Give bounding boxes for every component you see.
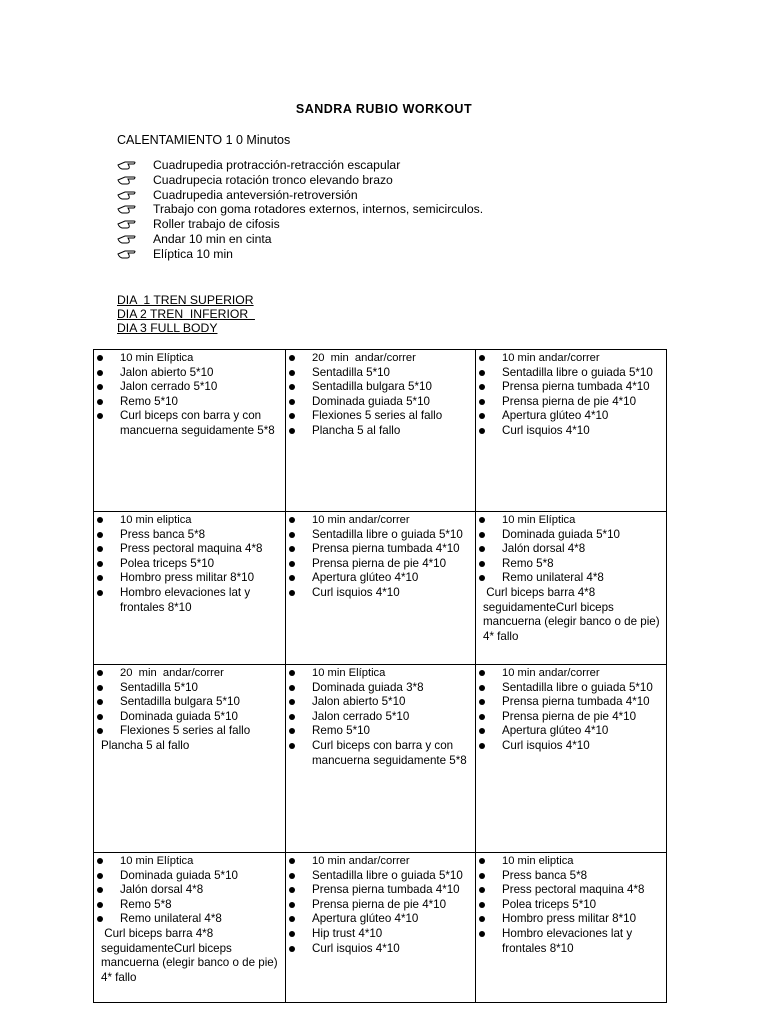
bullet-icon [97,873,103,879]
exercise-label: Jalon cerrado 5*10 [120,380,218,394]
workout-cell [286,665,476,853]
bullet-icon [289,699,295,705]
bullet-icon [289,370,295,376]
bullet-icon [479,517,485,523]
exercise-item [286,528,475,543]
exercise-item [94,351,285,366]
bullet-icon [479,887,485,893]
pointing-hand-icon [117,189,137,201]
bullet-icon [97,561,103,567]
workout-cell [286,512,476,665]
exercise-label: Apertura glúteo 4*10 [502,409,609,423]
workout-cell [94,512,286,665]
exercise-label: Jalon abierto 5*10 [312,695,406,709]
warmup-item [117,188,483,203]
document-title: SANDRA RUBIO WORKOUT [295,102,473,116]
exercise-item [286,366,475,381]
bullet-icon [479,413,485,419]
exercise-item [286,710,475,725]
exercise-label: Jalón dorsal 4*8 [502,542,586,556]
workout-table [93,349,667,1003]
warmup-item [117,232,483,247]
bullet-icon [289,546,295,552]
warmup-item-label: Cuadrupedia protracción-retracción escapular [153,158,401,172]
pointing-hand-icon [117,248,137,260]
bullet-icon [479,699,485,705]
exercise-item [286,681,475,696]
bullet-icon [289,743,295,749]
bullet-icon [479,428,485,434]
exercise-label: 10 min andar/correr [312,514,410,526]
workout-cell [94,350,286,512]
exercise-item [476,695,666,710]
exercise-label: Prensa pierna tumbada 4*10 [312,542,460,556]
exercise-item [476,898,666,913]
exercise-item [94,557,285,572]
exercise-label: Prensa pierna de pie 4*10 [502,709,637,723]
bullet-icon [479,902,485,908]
exercise-item [286,395,475,410]
exercise-label: Hombro elevaciones lat y frontales 8*10 [502,926,636,955]
exercise-label: 10 min Elíptica [120,855,194,867]
day-2-heading: DIA 2 TREN INFERIOR [117,307,255,321]
exercise-label: Jalon cerrado 5*10 [312,709,410,723]
exercise-label: Press pectoral maquina 4*8 [120,542,263,556]
bullet-icon [97,728,103,734]
bullet-icon [289,887,295,893]
exercise-item [286,571,475,586]
bullet-icon [479,546,485,552]
workout-cell [476,853,666,1002]
bullet-icon [289,517,295,523]
exercise-label: Press banca 5*8 [120,527,206,541]
bullet-icon [289,931,295,937]
bullet-icon [479,370,485,376]
bullet-icon [97,714,103,720]
exercise-item [476,869,666,884]
bullet-icon [479,743,485,749]
exercise-item [476,395,666,410]
exercise-label: Curl isquios 4*10 [502,423,590,437]
bullet-icon [97,590,103,596]
exercise-item [286,695,475,710]
exercise-label: Prensa pierna tumbada 4*10 [502,380,650,394]
exercise-label: Prensa pierna de pie 4*10 [312,556,447,570]
bullet-icon [97,858,103,864]
exercise-label: Sentadilla 5*10 [120,680,198,694]
exercise-label: 10 min eliptica [502,855,574,867]
bullet-icon [289,916,295,922]
exercise-item [286,557,475,572]
bullet-icon [289,858,295,864]
bullet-icon [289,670,295,676]
bullet-icon [289,413,295,419]
exercise-label: Curl isquios 4*10 [312,941,400,955]
bullet-icon [97,517,103,523]
bullet-icon [479,670,485,676]
exercise-item [476,409,666,424]
exercise-note: Curl biceps barra 4*8 seguidamenteCurl biceps mancuerna (elegir banco o de pie) 4* fallo [483,585,663,643]
exercise-label: Remo 5*8 [502,556,554,570]
exercise-item [94,666,285,681]
exercise-label: 20 min andar/correr [312,352,416,364]
exercise-item [476,351,666,366]
exercise-label: Curl biceps con barra y con mancuerna seguidamente 5*8 [312,738,467,767]
workout-cell [94,853,286,1002]
exercise-label: 10 min andar/correr [502,352,600,364]
warmup-item-label: Elíptica 10 min [153,246,233,261]
exercise-label: Sentadilla libre o guiada 5*10 [312,527,463,541]
exercise-item [94,395,285,410]
exercise-item [476,927,666,956]
bullet-icon [479,399,485,405]
exercise-label: Sentadilla 5*10 [312,365,390,379]
exercise-item [94,898,285,913]
exercise-item [94,513,285,528]
exercise-label: Press pectoral maquina 4*8 [502,883,645,897]
workout-cell [476,512,666,665]
exercise-label: 20 min andar/correr [120,667,224,679]
bullet-icon [479,685,485,691]
exercise-item [94,366,285,381]
bullet-icon [479,561,485,567]
day-1-heading: DIA 1 TREN SUPERIOR [117,293,254,307]
exercise-label: 10 min Elíptica [120,352,194,364]
exercise-item [476,710,666,725]
exercise-label: Prensa pierna tumbada 4*10 [502,695,650,709]
exercise-label: Polea triceps 5*10 [502,897,597,911]
exercise-label: Hombro press militar 8*10 [502,912,637,926]
exercise-item [94,724,285,739]
bullet-icon [289,355,295,361]
exercise-label: Dominada guiada 3*8 [312,680,424,694]
exercise-item [476,681,666,696]
exercise-label: Curl isquios 4*10 [312,585,400,599]
bullet-icon [289,946,295,952]
exercise-label: Remo unilateral 4*8 [502,571,604,585]
exercise-label: 10 min Elíptica [502,514,576,526]
exercise-label: 10 min andar/correr [312,855,410,867]
exercise-label: Polea triceps 5*10 [120,556,215,570]
exercise-label: Apertura glúteo 4*10 [502,724,609,738]
exercise-label: Prensa pierna tumbada 4*10 [312,883,460,897]
bullet-icon [289,714,295,720]
pointing-hand-icon [117,159,137,171]
pointing-hand-icon [117,203,137,215]
bullet-icon [97,916,103,922]
bullet-icon [479,931,485,937]
exercise-label: Hombro press militar 8*10 [120,571,255,585]
exercise-item [286,351,475,366]
exercise-item [476,542,666,557]
exercise-label: Remo 5*10 [312,724,371,738]
day-list [117,293,255,335]
exercise-item [94,586,285,615]
exercise-item [286,869,475,884]
exercise-label: Press banca 5*8 [502,868,588,882]
warmup-item-label: Trabajo con goma rotadores externos, internos, semicirculos. [153,202,484,217]
exercise-label: Curl biceps con barra y con mancuerna seguidamente 5*8 [120,409,275,437]
bullet-icon [289,902,295,908]
warmup-item [117,202,483,217]
workout-cell [476,350,666,512]
bullet-icon [97,887,103,893]
warmup-item-label: Andar 10 min en cinta [153,231,272,246]
exercise-item [476,666,666,681]
warmup-list [117,158,483,262]
exercise-label: Remo 5*10 [120,394,179,408]
exercise-item [286,424,475,439]
warmup-item-label: Cuadrupedia anteversión-retroversión [153,187,358,202]
exercise-label: Apertura glúteo 4*10 [312,912,419,926]
exercise-item [476,739,666,754]
exercise-label: 10 min eliptica [120,514,192,526]
exercise-label: Jalón dorsal 4*8 [120,883,204,897]
exercise-note: Plancha 5 al fallo [101,738,190,752]
exercise-item [286,666,475,681]
exercise-item [94,883,285,898]
bullet-icon [97,699,103,705]
exercise-item [476,854,666,869]
bullet-icon [97,670,103,676]
bullet-icon [289,873,295,879]
exercise-item [94,571,285,586]
bullet-icon [97,384,103,390]
exercise-label: Hombro elevaciones lat y frontales 8*10 [120,585,254,614]
exercise-item [286,380,475,395]
exercise-item [476,513,666,528]
bullet-icon [289,575,295,581]
exercise-label: Plancha 5 al fallo [312,423,401,437]
exercise-label: Flexiones 5 series al fallo [312,409,443,423]
warmup-item [117,247,483,262]
exercise-item [476,380,666,395]
exercise-note: Curl biceps barra 4*8 seguidamenteCurl biceps mancuerna (elegir banco o de pie) 4* fallo [101,926,281,984]
day-3-heading: DIA 3 FULL BODY [117,321,218,335]
exercise-label: Jalon abierto 5*10 [120,365,214,379]
exercise-item [286,724,475,739]
workout-cell [286,853,476,1002]
exercise-item [476,366,666,381]
exercise-item [476,883,666,898]
bullet-icon [479,384,485,390]
bullet-icon [479,858,485,864]
exercise-item [286,854,475,869]
exercise-label: Curl isquios 4*10 [502,738,590,752]
warmup-item [117,173,483,188]
exercise-label: Hip trust 4*10 [312,926,383,940]
exercise-item [476,557,666,572]
exercise-item [94,542,285,557]
exercise-label: Prensa pierna de pie 4*10 [312,897,447,911]
exercise-item [94,869,285,884]
exercise-label: Flexiones 5 series al fallo [120,724,251,738]
exercise-label: Dominada guiada 5*10 [120,709,238,723]
exercise-item [286,898,475,913]
exercise-item [476,571,666,586]
bullet-icon [479,532,485,538]
bullet-icon [289,399,295,405]
exercise-item [94,912,285,927]
exercise-label: 10 min Elíptica [312,667,386,679]
pointing-hand-icon [117,174,137,186]
exercise-item [286,739,475,768]
exercise-item [286,942,475,957]
exercise-label: Sentadilla bulgara 5*10 [312,380,432,394]
exercise-item [94,409,285,438]
bullet-icon [97,902,103,908]
exercise-label: Dominada guiada 5*10 [312,394,430,408]
bullet-icon [97,413,103,419]
exercise-item [286,883,475,898]
exercise-label: Remo unilateral 4*8 [120,912,222,926]
bullet-icon [479,916,485,922]
bullet-icon [479,873,485,879]
exercise-item [286,409,475,424]
bullet-icon [479,575,485,581]
bullet-icon [97,355,103,361]
exercise-label: Dominada guiada 5*10 [120,868,238,882]
exercise-item [476,724,666,739]
bullet-icon [289,428,295,434]
exercise-label: Sentadilla libre o guiada 5*10 [502,365,653,379]
bullet-icon [289,728,295,734]
bullet-icon [97,399,103,405]
exercise-label: Sentadilla libre o guiada 5*10 [312,868,463,882]
exercise-item [94,380,285,395]
warmup-item [117,158,483,173]
bullet-icon [289,590,295,596]
exercise-label: 10 min andar/correr [502,667,600,679]
bullet-icon [289,685,295,691]
workout-cell [286,350,476,512]
bullet-icon [97,532,103,538]
exercise-item [286,513,475,528]
bullet-icon [289,561,295,567]
exercise-item [94,681,285,696]
exercise-item [94,710,285,725]
bullet-icon [97,370,103,376]
workout-cell [94,665,286,853]
exercise-item [94,695,285,710]
exercise-label: Sentadilla bulgara 5*10 [120,695,240,709]
bullet-icon [289,384,295,390]
exercise-label: Sentadilla libre o guiada 5*10 [502,680,653,694]
exercise-item [476,424,666,439]
exercise-item [94,528,285,543]
exercise-label: Apertura glúteo 4*10 [312,571,419,585]
bullet-icon [289,532,295,538]
exercise-label: Dominada guiada 5*10 [502,527,620,541]
bullet-icon [97,685,103,691]
exercise-item [286,912,475,927]
exercise-item [476,912,666,927]
exercise-item [286,927,475,942]
bullet-icon [479,714,485,720]
exercise-item [286,542,475,557]
exercise-label: Remo 5*8 [120,897,172,911]
warmup-item-label: Roller trabajo de cifosis [153,217,280,232]
pointing-hand-icon [117,218,137,230]
warmup-item-label: Cuadrupecia rotación tronco elevando brazo [153,172,393,187]
warmup-heading: CALENTAMIENTO 1 0 Minutos [117,133,291,147]
bullet-icon [479,728,485,734]
workout-cell [476,665,666,853]
warmup-item [117,217,483,232]
exercise-item [94,854,285,869]
bullet-icon [97,546,103,552]
exercise-label: Prensa pierna de pie 4*10 [502,394,637,408]
exercise-item [286,586,475,601]
bullet-icon [97,575,103,581]
bullet-icon [479,355,485,361]
pointing-hand-icon [117,233,137,245]
exercise-item [476,528,666,543]
